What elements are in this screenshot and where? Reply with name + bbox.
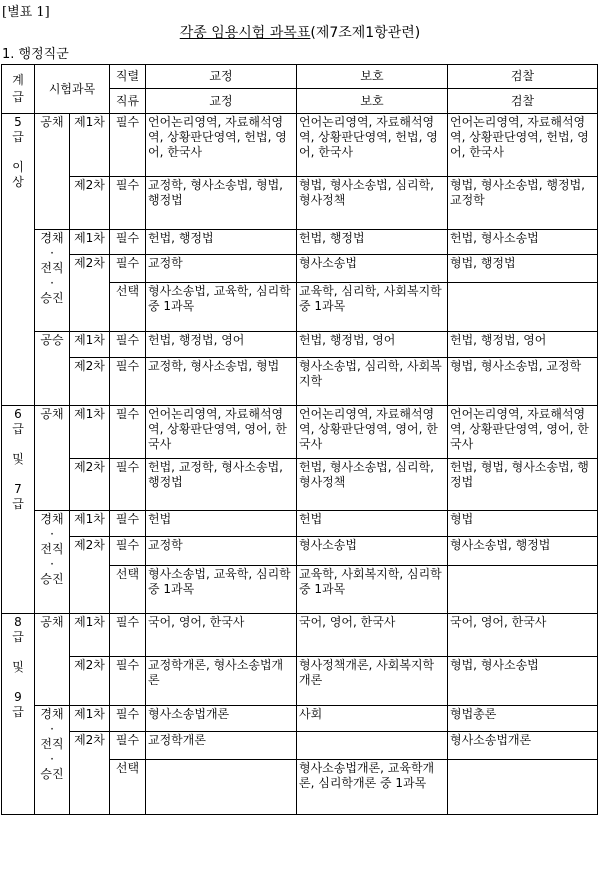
- stage-cell: 제2차: [70, 657, 110, 706]
- exam-type-part: 경채: [40, 707, 64, 721]
- table-row: [2, 732, 598, 760]
- subject-cell: 언어논리영역, 자료해석영역, 상황판단영역, 헌법, 영어, 한국사: [146, 114, 297, 177]
- header-grade-char-1: 계: [12, 73, 24, 87]
- exam-type-part: ·: [50, 527, 54, 541]
- requirement-cell: 선택: [110, 283, 146, 332]
- grade-char: [4, 145, 32, 160]
- subject-cell: 형사소송법개론: [448, 732, 598, 760]
- grade-char: 급: [12, 422, 24, 436]
- header-jikryeol: 직렬: [110, 65, 146, 89]
- subject-cell: 헌법: [297, 511, 448, 537]
- subject-cell: 형법, 형사소송법, 행정법, 교정학: [448, 177, 598, 230]
- header-jikryu-2: 보호: [297, 89, 448, 114]
- stage-cell: 제1차: [70, 230, 110, 255]
- subject-cell: 헌법: [146, 511, 297, 537]
- exam-type-part: 전직: [40, 542, 64, 556]
- subject-cell: 헌법, 행정법: [297, 230, 448, 255]
- grade-char: [4, 645, 32, 660]
- requirement-cell: 필수: [110, 614, 146, 657]
- exam-type-part: 경채: [40, 512, 64, 526]
- subject-cell: 언어논리영역, 자료해석영역, 상황판단영역, 영어, 한국사: [448, 406, 598, 459]
- table-row: [2, 114, 598, 177]
- subject-cell: 국어, 영어, 한국사: [448, 614, 598, 657]
- header-row-jikryeol: [2, 65, 598, 89]
- grade-char: [4, 675, 32, 690]
- table-row: [2, 406, 598, 459]
- subject-cell: 교정학: [146, 255, 297, 283]
- subject-cell: 헌법, 행정법, 영어: [297, 332, 448, 358]
- subject-cell: 국어, 영어, 한국사: [146, 614, 297, 657]
- grade-char: 7: [14, 482, 22, 496]
- subject-cell: 형법, 형사소송법: [448, 657, 598, 706]
- subject-cell: 형법총론: [448, 706, 598, 732]
- grade-cell: [2, 114, 35, 406]
- stage-cell: 제2차: [70, 459, 110, 511]
- stage-cell: 제2차: [70, 358, 110, 406]
- header-jikryu-1: 교정: [146, 89, 297, 114]
- subject-cell: [448, 566, 598, 614]
- requirement-cell: 필수: [110, 657, 146, 706]
- subject-cell: 형법, 형사소송법, 심리학, 형사정책: [297, 177, 448, 230]
- exam-type-cell: [35, 614, 70, 706]
- subject-cell: 교정학: [146, 537, 297, 566]
- header-jikryeol-1: 교정: [146, 65, 297, 89]
- subject-cell: 교육학, 심리학, 사회복지학 중 1과목: [297, 283, 448, 332]
- subject-cell: 언어논리영역, 자료해석영역, 상황판단영역, 헌법, 영어, 한국사: [297, 114, 448, 177]
- header-jikryu-3: 검찰: [448, 89, 598, 114]
- requirement-cell: 필수: [110, 511, 146, 537]
- grade-char: 6: [14, 407, 22, 421]
- exam-type-label: 공채: [40, 407, 64, 421]
- subject-cell: 형사소송법개론: [146, 706, 297, 732]
- subject-cell: 언어논리영역, 자료해석영역, 상황판단영역, 영어, 한국사: [146, 406, 297, 459]
- exam-type-cell: [35, 332, 70, 406]
- subject-cell: 교육학, 사회복지학, 심리학 중 1과목: [297, 566, 448, 614]
- stage-cell: 제2차: [70, 537, 110, 614]
- subject-cell: 교정학, 형사소송법, 형법: [146, 358, 297, 406]
- table-row: [2, 706, 598, 732]
- header-grade-char-2: 급: [12, 90, 24, 104]
- subject-cell: 형사소송법, 행정법: [448, 537, 598, 566]
- grade-cell: [2, 614, 35, 815]
- table-reference: [별표 1]: [2, 5, 50, 20]
- requirement-cell: 필수: [110, 406, 146, 459]
- table-row: [2, 230, 598, 255]
- stage-cell: 제1차: [70, 706, 110, 732]
- stage-cell: 제1차: [70, 114, 110, 177]
- grade-char: 8: [14, 615, 22, 629]
- subject-cell: 국어, 영어, 한국사: [297, 614, 448, 657]
- exam-type-cell: [35, 230, 70, 332]
- exam-type-part: ·: [50, 557, 54, 571]
- subject-cell: 형사소송법: [297, 255, 448, 283]
- grade-char: 9: [14, 690, 22, 704]
- grade-char: 급: [12, 630, 24, 644]
- subject-cell: 형사정책개론, 사회복지학개론: [297, 657, 448, 706]
- subject-cell: 교정학개론, 형사소송법개론: [146, 657, 297, 706]
- exam-type-part: 경채: [40, 231, 64, 245]
- requirement-cell: 필수: [110, 706, 146, 732]
- subject-cell: 형사소송법, 교육학, 심리학 중 1과목: [146, 283, 297, 332]
- requirement-cell: 필수: [110, 358, 146, 406]
- subject-cell: [448, 760, 598, 815]
- subject-cell: 형사소송법, 심리학, 사회복지학: [297, 358, 448, 406]
- subject-cell: 형사소송법, 교육학, 심리학 중 1과목: [146, 566, 297, 614]
- table-row: [2, 657, 598, 706]
- title-main: 각종 임용시험 과목표: [179, 25, 311, 41]
- stage-cell: 제1차: [70, 614, 110, 657]
- table-row: [2, 358, 598, 406]
- subject-cell: 형법, 행정법: [448, 255, 598, 283]
- table-row: [2, 177, 598, 230]
- stage-cell: 제2차: [70, 732, 110, 815]
- table-body: [2, 65, 598, 815]
- header-jikryeol-3: 검찰: [448, 65, 598, 89]
- subject-cell: 헌법, 형사소송법: [448, 230, 598, 255]
- exam-type-part: ·: [50, 276, 54, 290]
- header-jikryu: 직류: [110, 89, 146, 114]
- stage-cell: 제1차: [70, 406, 110, 459]
- table-row: [2, 614, 598, 657]
- exam-type-part: 승진: [40, 767, 64, 781]
- requirement-cell: 선택: [110, 760, 146, 815]
- subject-cell: 형사소송법: [297, 537, 448, 566]
- requirement-cell: 필수: [110, 732, 146, 760]
- table-row: [2, 537, 598, 566]
- requirement-cell: 필수: [110, 332, 146, 358]
- section-heading: 1. 행정직군: [2, 47, 69, 62]
- table-row: [2, 255, 598, 283]
- subject-cell: 형사소송법개론, 교육학개론, 심리학개론 중 1과목: [297, 760, 448, 815]
- exam-type-label: 공채: [40, 115, 64, 129]
- subject-cell: 교정학개론: [146, 732, 297, 760]
- stage-cell: 제2차: [70, 255, 110, 332]
- requirement-cell: 필수: [110, 537, 146, 566]
- exam-type-part: 승진: [40, 291, 64, 305]
- grade-char: 급: [12, 705, 24, 719]
- requirement-cell: 필수: [110, 230, 146, 255]
- grade-char: 5: [14, 115, 22, 129]
- header-subjects: 시험과목: [35, 65, 110, 114]
- requirement-cell: 필수: [110, 114, 146, 177]
- subject-cell: 헌법, 행정법, 영어: [146, 332, 297, 358]
- table-row: [2, 332, 598, 358]
- exam-type-part: 승진: [40, 572, 64, 586]
- exam-type-cell: [35, 114, 70, 230]
- grade-char: 급: [12, 130, 24, 144]
- subject-cell: 헌법, 형사소송법, 심리학, 형사정책: [297, 459, 448, 511]
- subject-cell: [297, 732, 448, 760]
- requirement-cell: 선택: [110, 566, 146, 614]
- subject-cell: 언어논리영역, 자료해석영역, 상황판단영역, 영어, 한국사: [297, 406, 448, 459]
- grade-char: [4, 437, 32, 452]
- exam-type-cell: [35, 511, 70, 614]
- exam-type-label: 공채: [40, 615, 64, 629]
- table-row: [2, 511, 598, 537]
- grade-char: [4, 467, 32, 482]
- exam-type-part: ·: [50, 722, 54, 736]
- exam-type-part: 전직: [40, 737, 64, 751]
- subject-cell: [146, 760, 297, 815]
- grade-char: 및: [12, 452, 24, 466]
- subject-cell: 언어논리영역, 자료해석영역, 상황판단영역, 헌법, 영어, 한국사: [448, 114, 598, 177]
- exam-type-part: ·: [50, 246, 54, 260]
- subject-cell: 교정학, 형사소송법, 형법, 행정법: [146, 177, 297, 230]
- requirement-cell: 필수: [110, 459, 146, 511]
- grade-char: 상: [12, 175, 24, 189]
- stage-cell: 제1차: [70, 332, 110, 358]
- subject-cell: 헌법, 형법, 형사소송법, 행정법: [448, 459, 598, 511]
- subject-cell: 헌법, 행정법: [146, 230, 297, 255]
- exam-type-part: 전직: [40, 261, 64, 275]
- grade-cell: [2, 406, 35, 614]
- subject-cell: 헌법, 행정법, 영어: [448, 332, 598, 358]
- grade-char: 및: [12, 660, 24, 674]
- document-title: [0, 22, 600, 42]
- exam-type-label: 공승: [40, 333, 64, 347]
- header-jikryeol-2: 보호: [297, 65, 448, 89]
- exam-type-cell: [35, 706, 70, 815]
- subject-cell: 형법, 형사소송법, 교정학: [448, 358, 598, 406]
- stage-cell: 제1차: [70, 511, 110, 537]
- subjects-table: [1, 64, 598, 815]
- exam-type-part: ·: [50, 752, 54, 766]
- subject-cell: 형법: [448, 511, 598, 537]
- stage-cell: 제2차: [70, 177, 110, 230]
- table-row: [2, 459, 598, 511]
- subject-cell: 헌법, 교정학, 형사소송법, 행정법: [146, 459, 297, 511]
- grade-char: 이: [12, 160, 24, 174]
- subject-cell: [448, 283, 598, 332]
- subject-cell: 사회: [297, 706, 448, 732]
- grade-char: 급: [12, 497, 24, 511]
- exam-type-cell: [35, 406, 70, 511]
- title-relation: (제7조제1항관련): [310, 25, 421, 41]
- header-grade: [2, 65, 35, 114]
- requirement-cell: 필수: [110, 255, 146, 283]
- requirement-cell: 필수: [110, 177, 146, 230]
